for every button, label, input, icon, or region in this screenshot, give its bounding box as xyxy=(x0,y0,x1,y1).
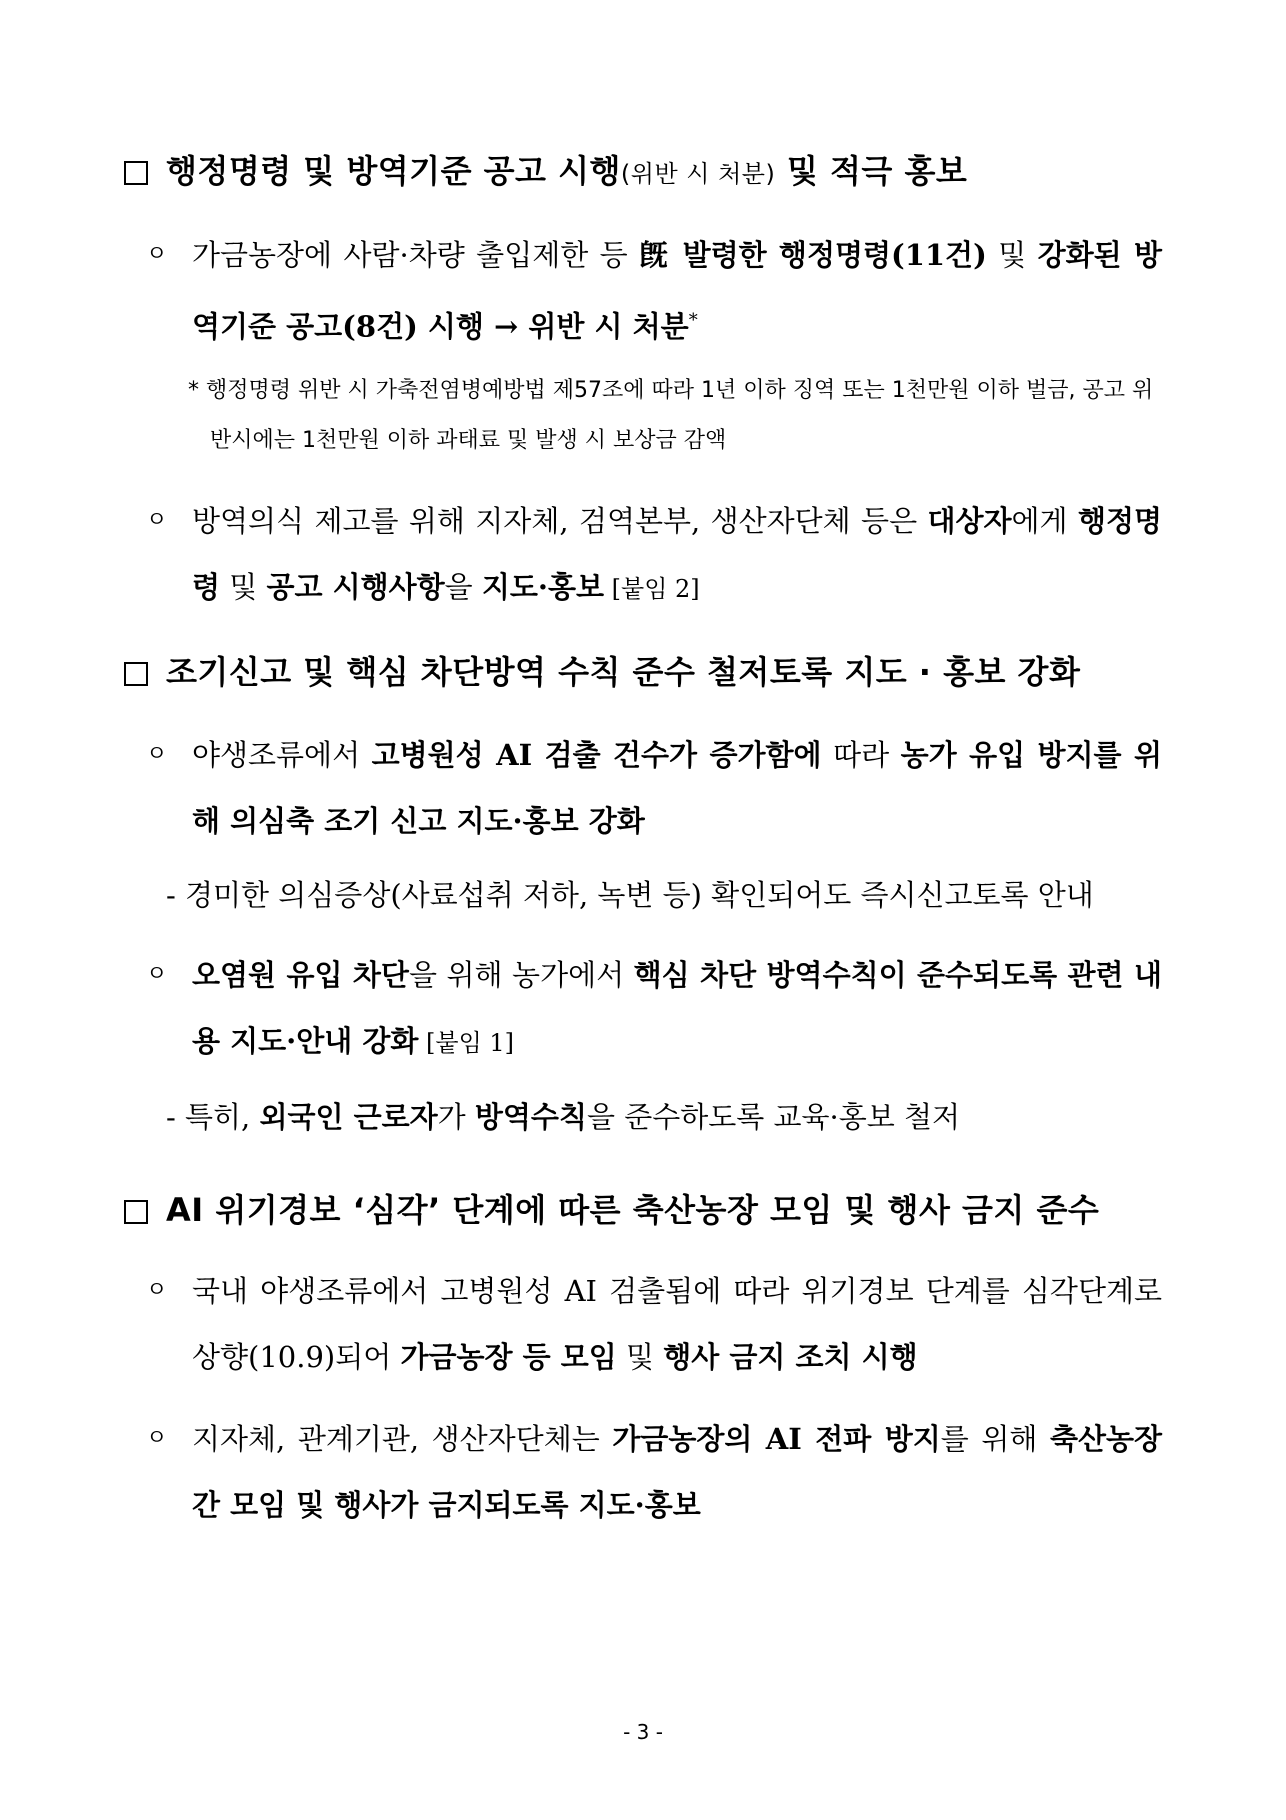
heading-tail-text: 및 적극 홍보 xyxy=(786,152,968,190)
bold-text-run: 대상자 xyxy=(927,504,1012,538)
text-run: 야생조류에서 xyxy=(192,738,372,772)
bold-text-run: 旣 발령한 행정명령(11건) xyxy=(639,238,987,272)
text-run: 방역의식 제고를 위해 지자체, 검역본부, 생산자단체 등은 xyxy=(192,504,928,538)
circle-bullet-icon: ㅇ xyxy=(146,508,168,533)
bold-text-run: 핵심 차단 방역수칙이 준수되도록 관련 내용 지도·안내 강화 xyxy=(192,958,1162,1058)
bullet-item xyxy=(146,222,1162,360)
section-heading-1 xyxy=(124,151,967,194)
bold-text-run: 방역수칙 xyxy=(474,1100,587,1134)
bold-text-run: 공고 시행사항 xyxy=(266,570,445,604)
section-heading-3 xyxy=(124,1190,1099,1230)
bullet-text xyxy=(192,1406,1162,1538)
bold-text-run: 강화된 방역기준 공고(8건) 시행 → 위반 시 처분 xyxy=(192,238,1163,344)
bullet-item xyxy=(146,722,1162,854)
bold-text-run: 행사 금지 조치 시행 xyxy=(663,1340,918,1374)
checkbox-square-icon xyxy=(124,1200,148,1224)
bold-text-run: 지도·홍보 xyxy=(481,570,605,604)
circle-bullet-icon: ㅇ xyxy=(146,1426,168,1451)
text-run: - 특히, xyxy=(166,1100,260,1134)
bold-text-run: 가금농장 등 모임 xyxy=(400,1340,617,1374)
footnote-text: * 행정명령 위반 시 가축전염병예방법 제57조에 따라 1년 이하 징역 또는 1천만원 이하 벌금, 공고 위반시에는 1천만원 이하 과태료 및 발생 시 보상금 감액 xyxy=(188,378,1154,453)
checkbox-square-icon xyxy=(124,662,148,686)
attachment-ref: [붙임 2] xyxy=(604,575,700,603)
text-run: 을 xyxy=(444,570,482,604)
bullet-item xyxy=(146,942,1162,1076)
circle-bullet-icon: ㅇ xyxy=(146,1278,168,1303)
bold-text-run: 고병원성 AI 검출 건수가 증가함에 xyxy=(371,738,822,772)
circle-bullet-icon: ㅇ xyxy=(146,742,168,767)
bullet-item xyxy=(146,1406,1162,1538)
bold-text-run: 외국인 근로자 xyxy=(259,1100,438,1134)
text-run: 를 위해 xyxy=(940,1422,1050,1456)
section-heading-2 xyxy=(124,652,1080,692)
text-run: 에게 xyxy=(1011,504,1078,538)
bold-text-run: 행정명령 xyxy=(192,504,1162,604)
bold-text-run: 가금농장의 AI 전파 방지 xyxy=(612,1422,941,1456)
text-run: 및 xyxy=(986,238,1038,272)
bullet-text xyxy=(192,222,1162,360)
heading-main-text: 조기신고 및 핵심 차단방역 수칙 준수 철저토록 지도 · 홍보 강화 xyxy=(166,653,1081,691)
text-run: 지자체, 관계기관, 생산자단체는 xyxy=(192,1422,613,1456)
text-run: 을 준수하도록 교육·홍보 철저 xyxy=(586,1100,961,1134)
bold-text-run: 농가 유입 방지를 위해 의심축 조기 신고 지도·홍보 강화 xyxy=(192,738,1162,838)
sub-item: - 경미한 의심증상(사료섭취 저하, 녹변 등) 확인되어도 즉시신고토록 안내 xyxy=(166,878,1094,912)
footnote-mark: * xyxy=(688,310,698,331)
circle-bullet-icon: ㅇ xyxy=(146,242,168,267)
bold-text-run: 오염원 유입 차단 xyxy=(192,958,409,992)
text-run: 따라 xyxy=(821,738,901,772)
attachment-ref: [붙임 1] xyxy=(418,1029,515,1057)
bullet-text xyxy=(192,722,1162,854)
text-run: 및 xyxy=(616,1340,664,1374)
checkbox-square-icon xyxy=(124,161,148,185)
heading-main-text: AI 위기경보 ‘심각’ 단계에 따른 축산농장 모임 및 행사 금지 준수 xyxy=(166,1191,1100,1229)
sub-item xyxy=(166,1092,1166,1142)
text-run: 을 위해 농가에서 xyxy=(408,958,634,992)
bullet-item xyxy=(146,488,1162,622)
text-run: 가금농장에 사람·차량 출입제한 등 xyxy=(192,238,640,272)
circle-bullet-icon: ㅇ xyxy=(146,962,168,987)
bullet-text xyxy=(192,488,1162,622)
bullet-text xyxy=(192,1258,1162,1390)
text-run: 국내 야생조류에서 고병원성 AI 검출됨에 따라 위기경보 단계를 심각단계로 상향(10.9)되어 xyxy=(192,1274,1162,1374)
bullet-item xyxy=(146,1258,1162,1390)
bullet-text xyxy=(192,942,1162,1076)
page-number: - 3 - xyxy=(623,1720,663,1744)
heading-main-text: 행정명령 및 방역기준 공고 시행 xyxy=(166,152,621,190)
heading-paren-text: (위반 시 처분) xyxy=(620,160,776,188)
text-run: 가 xyxy=(437,1100,475,1134)
bold-text-run: 축산농장 간 모임 및 행사가 금지되도록 지도·홍보 xyxy=(192,1422,1163,1522)
text-run: 및 xyxy=(220,570,267,604)
